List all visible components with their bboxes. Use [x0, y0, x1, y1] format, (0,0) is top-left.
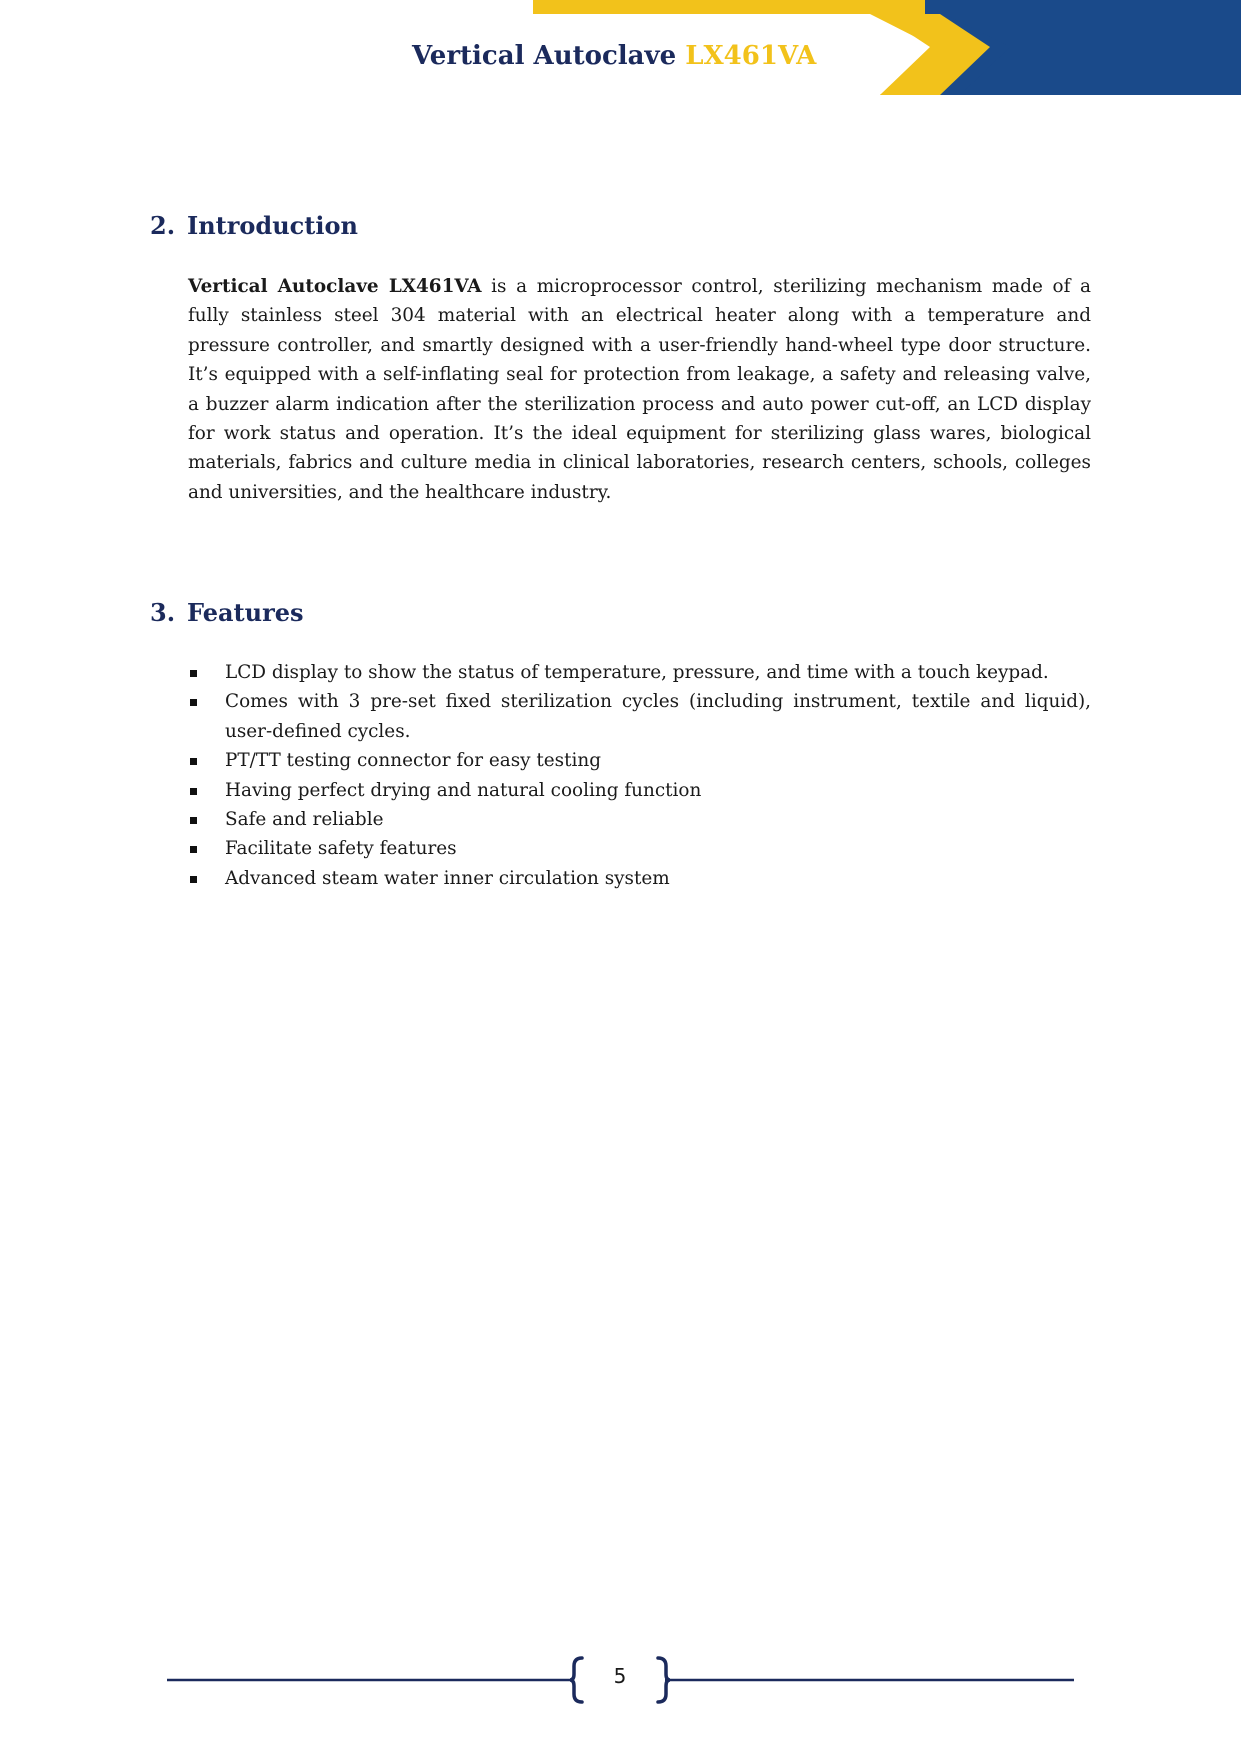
- introduction-body-text: is a microprocessor control, sterilizing mechanism made of a fully stainless steel 304 material with an electrical heater along with a temperature and pressure controller, and smartly designed with a user-friendly hand-wheel type door structure. It’s equipped with a self-inflating seal for protection from leakage, a safety and releasing valve, a buzzer alarm indication after the sterilization process and auto power cut-off, an LCD display for work status and operation. It’s the ideal equipment for sterilizing glass wares, biological materials, fabrics and culture media in clinical laboratories, research centers, schools, colleges and universities, and the healthcare industry.: [188, 276, 1091, 503]
- square-bullet-icon: [190, 846, 197, 853]
- square-bullet-icon: [190, 758, 197, 765]
- square-bullet-icon: [190, 788, 197, 795]
- feature-item: [188, 864, 1091, 893]
- document-title-model: LX461VA: [685, 41, 817, 71]
- features-title: Features: [187, 598, 304, 627]
- feature-item: [188, 776, 1091, 805]
- introduction-lead-bold: Vertical Autoclave LX461VA: [188, 276, 482, 297]
- feature-item-text: Advanced steam water inner circulation system: [225, 867, 670, 889]
- square-bullet-icon: [190, 817, 197, 824]
- feature-item: [188, 658, 1091, 687]
- footer-left-brace-icon: [570, 1658, 582, 1702]
- page-number: 5: [613, 1664, 627, 1688]
- feature-item-text: Safe and reliable: [225, 809, 384, 831]
- square-bullet-icon: [190, 699, 197, 706]
- footer-right-brace-icon: [658, 1658, 670, 1702]
- feature-item-text: LCD display to show the status of temperature, pressure, and time with a touch keypad.: [225, 662, 1049, 683]
- introduction-number: 2.: [150, 211, 176, 240]
- feature-item-text: Comes with 3 pre-set fixed sterilization cycles (including instrument, textile and liquid), user-defined cycles.: [225, 691, 1091, 742]
- feature-item: [188, 687, 1091, 746]
- square-bullet-icon: [190, 670, 197, 677]
- feature-item-text: Having perfect drying and natural cooling function: [225, 779, 702, 801]
- feature-item: [188, 746, 1091, 775]
- features-list: [188, 658, 1091, 893]
- feature-item-text: PT/TT testing connector for easy testing: [225, 750, 601, 772]
- introduction-heading: [150, 211, 358, 241]
- square-bullet-icon: [190, 876, 197, 883]
- document-title-main: Vertical Autoclave: [412, 41, 677, 71]
- feature-item: [188, 805, 1091, 834]
- document-title: [412, 40, 816, 72]
- introduction-title: Introduction: [187, 211, 358, 240]
- features-number: 3.: [150, 598, 176, 627]
- introduction-paragraph: [188, 272, 1091, 507]
- features-heading: [150, 598, 304, 628]
- feature-item: [188, 834, 1091, 863]
- feature-item-text: Facilitate safety features: [225, 838, 457, 860]
